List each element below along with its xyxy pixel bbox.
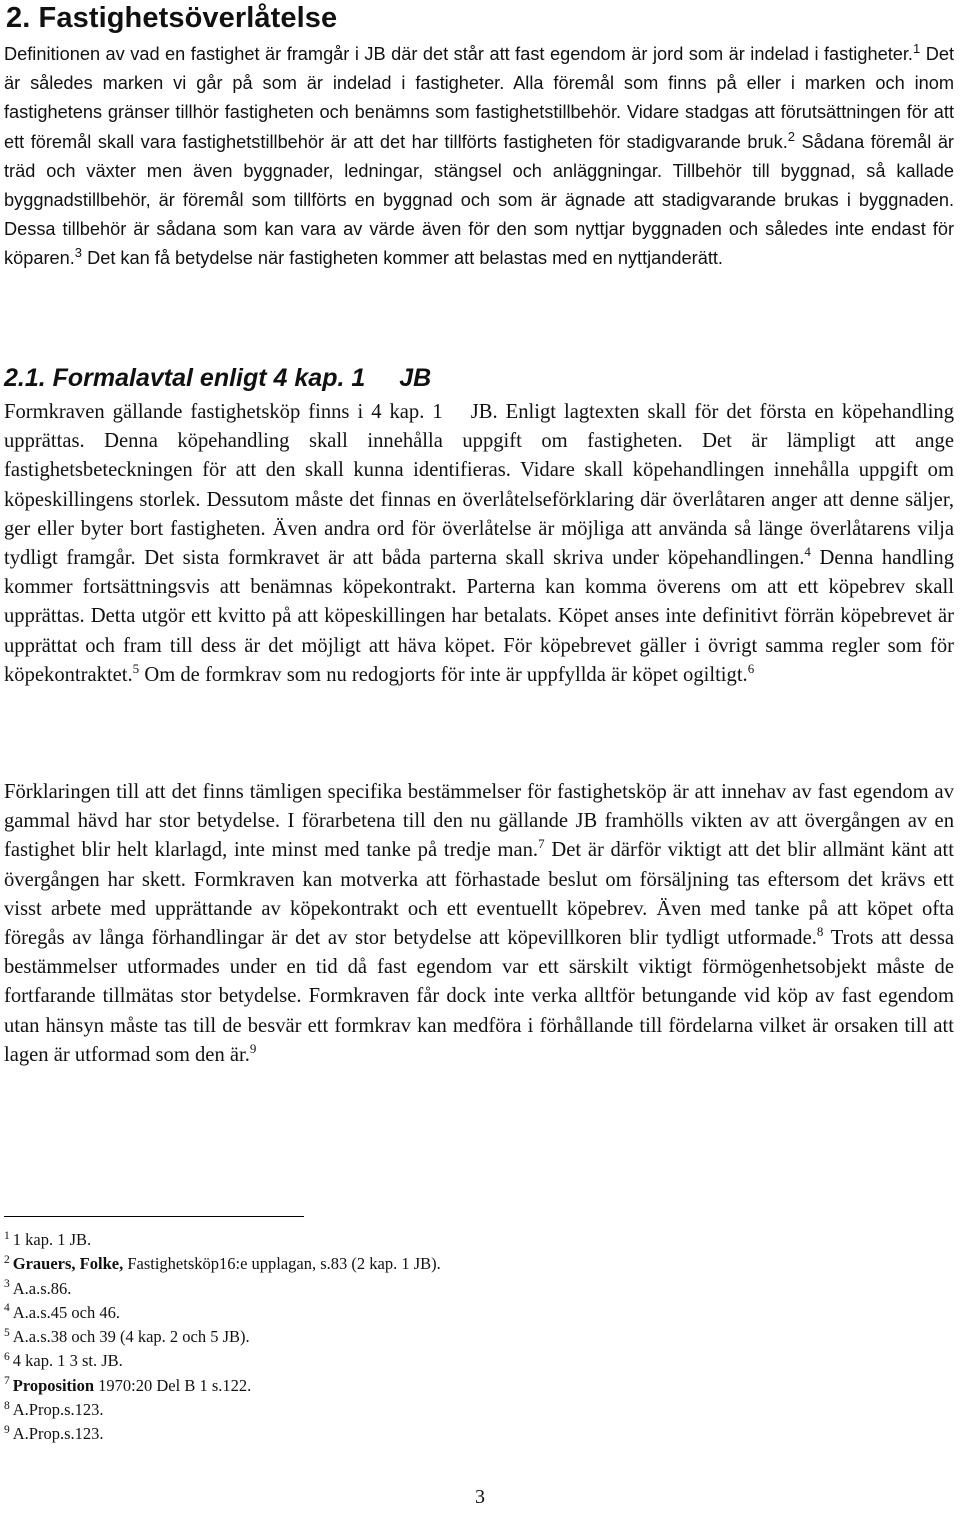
footnote-text: 1970:20 Del B 1 s.122.: [94, 1375, 252, 1395]
footnote-number: 1: [4, 1229, 10, 1242]
footnote-ref: 4: [804, 544, 811, 560]
section-heading: 2. Fastighetsöverlåtelse: [6, 2, 338, 34]
text-run: Om de formkrav som nu redogjorts för inte är uppfyllda är köpet ogiltigt.: [139, 663, 748, 686]
footnote-number: 6: [4, 1350, 10, 1363]
footnotes-list: [4, 1228, 904, 1447]
intro-paragraph: [4, 40, 954, 274]
footnote-text: 1 kap. 1 JB.: [12, 1230, 92, 1249]
footnote-ref: 2: [787, 128, 796, 144]
explanation-paragraph: [4, 778, 954, 1070]
text-run: Förklaringen till att det finns tämligen specifika bestämmelser för fastighetsköp är att innehav av fast egendom av gammal hävd har stor betydelse. I förarbetena till den nu gällande JB framhölls vikten av att övergången av en fastighet blir helt klarlagd, inte minst med tanke på tredje man.: [4, 781, 954, 862]
footnote-text: 4 kap. 1 3 st. JB.: [12, 1351, 123, 1371]
footnote-item: [4, 1228, 904, 1252]
footnote-ref: 7: [538, 836, 545, 852]
footnote-item: [4, 1398, 904, 1422]
subheading-text: 2.1. Formalavtal enligt 4 kap. 1: [4, 364, 366, 392]
subsection-heading: [4, 362, 431, 394]
footnote-text: A.a.s.45 och 46.: [12, 1302, 120, 1322]
footnote-text: A.a.s.86.: [12, 1278, 72, 1298]
footnote-text: Fastighetsköp16:e upplagan, s.83 (2 kap. 1 JB).: [123, 1254, 441, 1274]
text-run: Formkraven gällande fastighetsköp finns i 4 kap. 1: [4, 401, 443, 423]
text-run: Det kan få betydelse när fastigheten kommer att belastas med en nyttjanderätt.: [82, 248, 723, 269]
footnote-number: 3: [4, 1278, 10, 1291]
footnote-ref: 1: [912, 40, 921, 56]
footnote-text: A.a.s.38 och 39 (4 kap. 2 och 5 JB).: [12, 1327, 250, 1347]
footnote-item: [4, 1277, 904, 1301]
footnote-text: A.Prop.s.123.: [12, 1424, 104, 1444]
text-run: Det är således marken vi går på som är indelad i fastigheter. Alla föremål som finns på eller i marken och inom fastighetens gränser tillhör fastigheten och benämns som fastighetstillbehör. Vidare stadgas att förutsättningen för att ett föremål skall vara fastighetstillbehör är att det har tillförts fastigheten för stadigvarande bruk.: [4, 44, 954, 152]
footnote-divider: [4, 1216, 304, 1217]
footnote-number: 4: [4, 1302, 10, 1315]
footnote-ref: 9: [249, 1040, 257, 1056]
footnote-item: [4, 1374, 904, 1398]
footnote-number: 7: [4, 1375, 10, 1388]
text-run: JB. Enligt lagtexten skall för det första en köpehandling upprättas. Denna köpehandling skall innehålla uppgift om fastigheten. Det är lämpligt att ange fastighetsbeteckningen för att den skall kunna identifieras. Vidare skall köpehandlingen innehålla uppgift om köpeskillingens storlek. Dessutom måste det finnas en överlåtelseförklaring där överlåtaren anger att denne säljer, ger eller byter bort fastigheten. Även andra ord för överlåtelse är möjliga att använda så länge överlåtarens vilja tydligt framgår. Det sista formkravet är att båda parterna skall skriva under köpehandlingen.: [4, 401, 955, 570]
footnote-number: 5: [4, 1326, 10, 1339]
footnote-number: 9: [4, 1423, 10, 1436]
page-number: 3: [475, 1486, 485, 1508]
footnote-ref: 6: [747, 660, 755, 676]
footnote-ref: 8: [816, 924, 824, 940]
footnote-author: Proposition: [12, 1375, 95, 1395]
text-run: Sådana föremål är träd och växter men även byggnader, ledningar, stängsel och anläggningar.: [4, 131, 954, 181]
text-run: Det är därför viktigt att det blir allmänt känt att övergången har skett. Formkraven kan motverka att förhastade beslut om försäljning tas eftersom det krävs ett visst arbete med upprättande av köpekontrakt och ett eventuellt köpebrev. Även med tanke på att köpet ofta föregås av långa förhandlingar är det av stor betydelse att köpevillkoren blir tydligt utformade.: [4, 839, 954, 950]
text-run: Trots att dessa bestämmelser utformades under en tid då fast egendom var ett särskilt viktigt förmögenhetsobjekt måste de fortfarande tillmätas stor betydelse. Formkraven får dock inte verka alltför betungande vid köp av fast egendom utan hänsyn måste tas till de besvär ett formkrav kan medföra i förhållande till fördelarna vilket är orsaken till att lagen är utformad som den är.: [4, 927, 954, 1066]
footnote-ref: 5: [132, 660, 140, 676]
footnote-item: [4, 1325, 904, 1349]
text-run: Definitionen av vad en fastighet är framgår i JB där det står att fast egendom är jord som är indelad i fastigheter.: [4, 44, 913, 64]
text-run: Tillbehör till byggnad, så kallade byggnadstillbehör, är föremål som tillförts en byggnad och som är ägnade att stadigvarande brukas i byggnaden. Dessa tillbehör är sådana som kan vara av värde även för den som nyttjar byggnaden och således inte endast för köparen.: [4, 160, 954, 269]
footnote-item: [4, 1301, 904, 1325]
footnote-number: 2: [4, 1253, 10, 1266]
footnote-item: [4, 1422, 904, 1446]
footnote-ref: 3: [74, 245, 83, 261]
text-run: Denna handling kommer fortsättningsvis att benämnas köpekontrakt. Parterna kan komma överens om att ett köpebrev skall upprättas. Detta utgör ett kvitto på att köpeskillingen har betalats. Köpet anses inte definitivt förrän köpebrevet är upprättat och fram till dess är det möjligt att häva köpet. För köpebrevet gäller i övrigt samma regler som för köpekontraktet.: [4, 547, 954, 686]
footnote-item: [4, 1252, 904, 1276]
footnote-author: Grauers, Folke,: [12, 1254, 124, 1274]
footnote-text: A.Prop.s.123.: [12, 1400, 104, 1420]
footnote-number: 8: [4, 1399, 10, 1412]
subheading-suffix: JB: [399, 364, 432, 392]
footnote-item: [4, 1349, 904, 1373]
formkrav-paragraph: [4, 398, 954, 690]
